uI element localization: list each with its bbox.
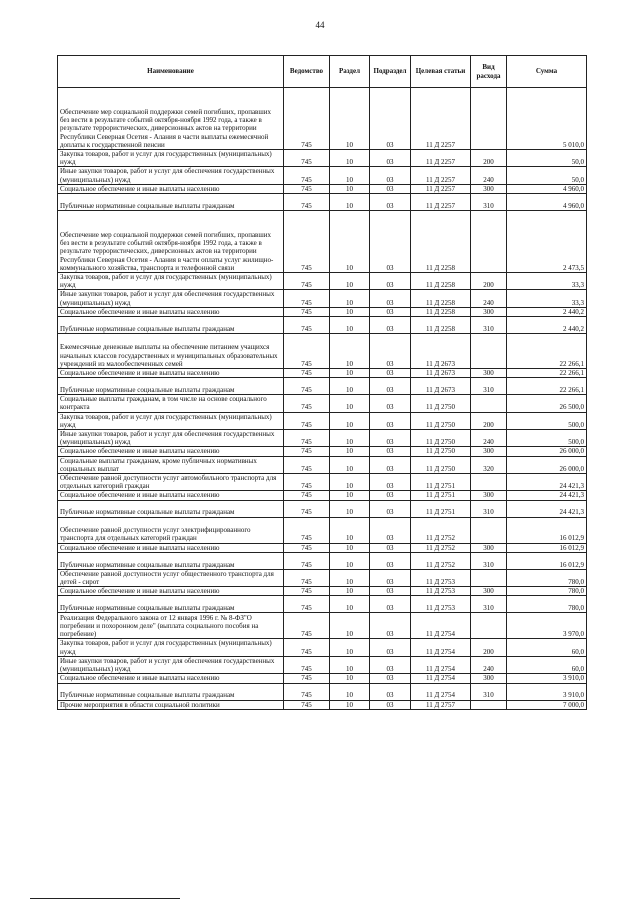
row-target-article: 11 Д 2257 [411, 88, 471, 150]
row-name: Ежемесячные денежные выплаты на обеспечение питанием учащихся начальных классов государственных и муниципальных образовательных учреждений из малообеспеченных семей [58, 334, 284, 369]
row-expense-type: 240 [471, 430, 507, 447]
row-department: 745 [284, 290, 330, 307]
table-row [58, 613, 587, 639]
row-name: Социальное обеспечение и иные выплаты населению [58, 543, 284, 552]
row-target-article: 11 Д 2752 [411, 517, 471, 543]
row-department: 745 [284, 167, 330, 184]
row-name: Иные закупки товаров, работ и услуг для обеспечения государственных (муниципальных) нужд [58, 290, 284, 307]
row-name: Обеспечение равной доступности услуг автомобильного транспорта для отдельных категорий граждан [58, 474, 284, 491]
row-section: 10 [330, 456, 370, 473]
row-name: Социальное обеспечение и иные выплаты населению [58, 674, 284, 683]
row-name: Публичные нормативные социальные выплаты гражданам [58, 500, 284, 517]
row-section: 10 [330, 587, 370, 596]
row-section: 10 [330, 395, 370, 412]
row-department: 745 [284, 307, 330, 316]
row-department: 745 [284, 378, 330, 395]
header-expense-type: Вид расхода [471, 56, 507, 88]
row-sum: 22 266,1 [507, 369, 587, 378]
row-target-article: 11 Д 2673 [411, 334, 471, 369]
table-row [58, 700, 587, 709]
row-target-article: 11 Д 2258 [411, 273, 471, 290]
row-sum: 26 000,0 [507, 447, 587, 456]
row-expense-type [471, 88, 507, 150]
row-target-article: 11 Д 2673 [411, 369, 471, 378]
table-row [58, 167, 587, 184]
row-target-article: 11 Д 2258 [411, 290, 471, 307]
table-row [58, 273, 587, 290]
row-name: Социальные выплаты гражданам, в том числе на основе социального контракта [58, 395, 284, 412]
row-section: 10 [330, 412, 370, 429]
row-section: 10 [330, 88, 370, 150]
row-target-article: 11 Д 2258 [411, 317, 471, 334]
table-row [58, 552, 587, 569]
row-subsection: 03 [370, 500, 411, 517]
row-sum: 22 266,1 [507, 378, 587, 395]
row-department: 745 [284, 683, 330, 700]
row-expense-type: 240 [471, 656, 507, 673]
row-section: 10 [330, 334, 370, 369]
row-expense-type: 200 [471, 412, 507, 429]
row-target-article: 11 Д 2750 [411, 456, 471, 473]
row-section: 10 [330, 552, 370, 569]
table-row [58, 412, 587, 429]
row-sum: 24 421,3 [507, 491, 587, 500]
row-name: Социальное обеспечение и иные выплаты населению [58, 184, 284, 193]
row-target-article: 11 Д 2757 [411, 700, 471, 709]
row-expense-type: 310 [471, 194, 507, 211]
row-department: 745 [284, 674, 330, 683]
row-target-article: 11 Д 2751 [411, 491, 471, 500]
row-department: 745 [284, 273, 330, 290]
row-sum: 50,0 [507, 150, 587, 167]
row-name: Прочие мероприятия в области социальной политики [58, 700, 284, 709]
row-department: 745 [284, 150, 330, 167]
row-section: 10 [330, 639, 370, 656]
row-name: Социальное обеспечение и иные выплаты населению [58, 587, 284, 596]
table-row [58, 369, 587, 378]
row-section: 10 [330, 211, 370, 273]
header-target-article: Целевая статьи [411, 56, 471, 88]
row-expense-type: 200 [471, 639, 507, 656]
row-department: 745 [284, 447, 330, 456]
row-target-article: 11 Д 2752 [411, 552, 471, 569]
row-department: 745 [284, 491, 330, 500]
row-name: Закупка товаров, работ и услуг для государственных (муниципальных) нужд [58, 273, 284, 290]
row-target-article: 11 Д 2754 [411, 613, 471, 639]
row-section: 10 [330, 378, 370, 395]
row-subsection: 03 [370, 683, 411, 700]
row-sum: 5 010,0 [507, 88, 587, 150]
row-target-article: 11 Д 2750 [411, 395, 471, 412]
table-row [58, 447, 587, 456]
row-department: 745 [284, 194, 330, 211]
table-row [58, 456, 587, 473]
row-subsection: 03 [370, 674, 411, 683]
row-section: 10 [330, 273, 370, 290]
table-row [58, 587, 587, 596]
row-sum: 33,3 [507, 290, 587, 307]
table-header-row [58, 56, 587, 88]
row-department: 745 [284, 211, 330, 273]
row-expense-type: 240 [471, 290, 507, 307]
budget-table [57, 55, 587, 710]
row-name: Публичные нормативные социальные выплаты гражданам [58, 683, 284, 700]
row-sum: 3 910,0 [507, 683, 587, 700]
row-section: 10 [330, 194, 370, 211]
row-department: 745 [284, 184, 330, 193]
table-row [58, 656, 587, 673]
row-subsection: 03 [370, 474, 411, 491]
row-expense-type [471, 334, 507, 369]
row-sum: 24 421,3 [507, 474, 587, 491]
row-section: 10 [330, 517, 370, 543]
table-row [58, 150, 587, 167]
table-row [58, 543, 587, 552]
row-section: 10 [330, 317, 370, 334]
row-expense-type: 310 [471, 552, 507, 569]
row-name: Закупка товаров, работ и услуг для государственных (муниципальных) нужд [58, 150, 284, 167]
header-section: Раздел [330, 56, 370, 88]
row-section: 10 [330, 683, 370, 700]
row-section: 10 [330, 447, 370, 456]
row-name: Социальное обеспечение и иные выплаты населению [58, 447, 284, 456]
row-section: 10 [330, 474, 370, 491]
row-department: 745 [284, 474, 330, 491]
row-expense-type: 310 [471, 317, 507, 334]
row-department: 745 [284, 639, 330, 656]
row-name: Закупка товаров, работ и услуг для государственных (муниципальных) нужд [58, 639, 284, 656]
row-subsection: 03 [370, 184, 411, 193]
row-name: Закупка товаров, работ и услуг для государственных (муниципальных) нужд [58, 412, 284, 429]
row-department: 745 [284, 517, 330, 543]
row-expense-type: 300 [471, 307, 507, 316]
row-expense-type: 310 [471, 683, 507, 700]
row-department: 745 [284, 700, 330, 709]
table-row [58, 378, 587, 395]
row-name: Публичные нормативные социальные выплаты гражданам [58, 552, 284, 569]
row-department: 745 [284, 587, 330, 596]
table-row [58, 674, 587, 683]
row-subsection: 03 [370, 307, 411, 316]
row-subsection: 03 [370, 517, 411, 543]
row-department: 745 [284, 334, 330, 369]
row-department: 745 [284, 569, 330, 586]
row-target-article: 11 Д 2257 [411, 150, 471, 167]
row-section: 10 [330, 307, 370, 316]
row-section: 10 [330, 613, 370, 639]
row-sum: 4 960,0 [507, 194, 587, 211]
table-row [58, 317, 587, 334]
row-sum: 24 421,3 [507, 500, 587, 517]
header-sum: Сумма [507, 56, 587, 88]
row-section: 10 [330, 543, 370, 552]
row-department: 745 [284, 543, 330, 552]
row-target-article: 11 Д 2750 [411, 412, 471, 429]
table-row [58, 683, 587, 700]
row-subsection: 03 [370, 290, 411, 307]
row-subsection: 03 [370, 430, 411, 447]
row-target-article: 11 Д 2754 [411, 683, 471, 700]
header-subsection: Подраздел [370, 56, 411, 88]
row-expense-type [471, 474, 507, 491]
table-row [58, 500, 587, 517]
row-target-article: 11 Д 2751 [411, 500, 471, 517]
row-expense-type: 310 [471, 500, 507, 517]
row-target-article: 11 Д 2673 [411, 378, 471, 395]
table-row [58, 639, 587, 656]
row-expense-type [471, 569, 507, 586]
row-subsection: 03 [370, 150, 411, 167]
table-body [58, 88, 587, 710]
row-department: 745 [284, 88, 330, 150]
row-section: 10 [330, 430, 370, 447]
page-number: 44 [315, 20, 325, 30]
row-expense-type [471, 395, 507, 412]
row-target-article: 11 Д 2750 [411, 430, 471, 447]
row-subsection: 03 [370, 596, 411, 613]
row-subsection: 03 [370, 447, 411, 456]
row-target-article: 11 Д 2754 [411, 639, 471, 656]
row-subsection: 03 [370, 569, 411, 586]
table-row [58, 569, 587, 586]
row-subsection: 03 [370, 639, 411, 656]
row-sum: 3 910,0 [507, 674, 587, 683]
row-sum: 3 970,0 [507, 613, 587, 639]
row-subsection: 03 [370, 543, 411, 552]
row-name: Публичные нормативные социальные выплаты гражданам [58, 194, 284, 211]
row-subsection: 03 [370, 378, 411, 395]
row-sum: 26 000,0 [507, 456, 587, 473]
row-sum: 780,0 [507, 596, 587, 613]
row-section: 10 [330, 500, 370, 517]
row-expense-type [471, 613, 507, 639]
row-sum: 60,0 [507, 656, 587, 673]
row-target-article: 11 Д 2257 [411, 194, 471, 211]
row-expense-type [471, 700, 507, 709]
row-name: Обеспечение мер социальной поддержки семей погибших, пропавших без вести в результате событий октября-ноября 1992 года, а также в результате террористических, диверсионных актов на территории Республики Северная Осетия - Алания в части выплаты ежемесячной доплаты к государственной пенсии [58, 88, 284, 150]
row-subsection: 03 [370, 656, 411, 673]
row-subsection: 03 [370, 317, 411, 334]
row-name: Социальное обеспечение и иные выплаты населению [58, 491, 284, 500]
table-row [58, 517, 587, 543]
row-department: 745 [284, 613, 330, 639]
row-department: 745 [284, 656, 330, 673]
table-row [58, 395, 587, 412]
row-expense-type: 320 [471, 456, 507, 473]
row-sum: 2 440,2 [507, 317, 587, 334]
row-expense-type: 300 [471, 447, 507, 456]
row-target-article: 11 Д 2257 [411, 184, 471, 193]
row-expense-type: 310 [471, 378, 507, 395]
row-section: 10 [330, 150, 370, 167]
row-expense-type: 200 [471, 273, 507, 290]
footer-rule [30, 898, 180, 899]
row-section: 10 [330, 167, 370, 184]
row-target-article: 11 Д 2752 [411, 543, 471, 552]
row-sum: 60,0 [507, 639, 587, 656]
row-name: Публичные нормативные социальные выплаты гражданам [58, 317, 284, 334]
row-subsection: 03 [370, 211, 411, 273]
table-row [58, 596, 587, 613]
row-expense-type [471, 211, 507, 273]
row-section: 10 [330, 290, 370, 307]
row-section: 10 [330, 674, 370, 683]
row-sum: 2 440,2 [507, 307, 587, 316]
table-row [58, 430, 587, 447]
row-subsection: 03 [370, 167, 411, 184]
row-department: 745 [284, 552, 330, 569]
table-row [58, 334, 587, 369]
row-section: 10 [330, 184, 370, 193]
row-expense-type: 310 [471, 596, 507, 613]
row-expense-type: 300 [471, 184, 507, 193]
row-target-article: 11 Д 2754 [411, 674, 471, 683]
row-name: Социальное обеспечение и иные выплаты населению [58, 369, 284, 378]
row-name: Иные закупки товаров, работ и услуг для обеспечения государственных (муниципальных) нужд [58, 167, 284, 184]
row-department: 745 [284, 395, 330, 412]
row-sum: 7 000,0 [507, 700, 587, 709]
row-sum: 33,3 [507, 273, 587, 290]
row-sum: 2 473,5 [507, 211, 587, 273]
table-row [58, 307, 587, 316]
row-name: Социальное обеспечение и иные выплаты населению [58, 307, 284, 316]
row-sum: 16 012,9 [507, 517, 587, 543]
row-sum: 50,0 [507, 167, 587, 184]
table-row [58, 211, 587, 273]
header-name: Наименование [58, 56, 284, 88]
row-department: 745 [284, 369, 330, 378]
row-name: Обеспечение равной доступности услуг электрифицированного транспорта для отдельных категорий граждан [58, 517, 284, 543]
row-department: 745 [284, 412, 330, 429]
row-section: 10 [330, 491, 370, 500]
row-subsection: 03 [370, 369, 411, 378]
row-department: 745 [284, 456, 330, 473]
row-name: Иные закупки товаров, работ и услуг для обеспечения государственных (муниципальных) нужд [58, 656, 284, 673]
row-expense-type: 300 [471, 491, 507, 500]
row-expense-type: 240 [471, 167, 507, 184]
table-row [58, 184, 587, 193]
row-name: Реализация Федерального закона от 12 января 1996 г. № 8-ФЗ"О погребении и похоронном деле" (выплата социального пособия на погребение) [58, 613, 284, 639]
row-sum: 26 500,0 [507, 395, 587, 412]
table-row [58, 474, 587, 491]
row-name: Обеспечение мер социальной поддержки семей погибших, пропавших без вести в результате событий октября-ноября 1992 года, а также в результате террористических, диверсионных актов на территории Республики Северная Осетия - Алания в части оплаты услуг жилищно-коммунального хозяйства, транспорта и телефонной связи [58, 211, 284, 273]
row-target-article: 11 Д 2754 [411, 656, 471, 673]
row-subsection: 03 [370, 88, 411, 150]
row-sum: 500,0 [507, 412, 587, 429]
row-section: 10 [330, 369, 370, 378]
row-subsection: 03 [370, 700, 411, 709]
row-expense-type: 300 [471, 674, 507, 683]
row-target-article: 11 Д 2753 [411, 596, 471, 613]
row-subsection: 03 [370, 587, 411, 596]
row-expense-type [471, 517, 507, 543]
row-target-article: 11 Д 2258 [411, 307, 471, 316]
table-row [58, 491, 587, 500]
row-section: 10 [330, 656, 370, 673]
row-expense-type: 300 [471, 369, 507, 378]
row-target-article: 11 Д 2753 [411, 569, 471, 586]
row-name: Публичные нормативные социальные выплаты гражданам [58, 378, 284, 395]
table-row [58, 290, 587, 307]
table-row [58, 194, 587, 211]
row-name: Обеспечение равной доступности услуг общественного транспорта для детей - сирот [58, 569, 284, 586]
row-name: Социальные выплаты гражданам, кроме публичных нормативных социальных выплат [58, 456, 284, 473]
row-target-article: 11 Д 2258 [411, 211, 471, 273]
row-sum: 780,0 [507, 587, 587, 596]
row-target-article: 11 Д 2751 [411, 474, 471, 491]
row-name: Иные закупки товаров, работ и услуг для обеспечения государственных (муниципальных) нужд [58, 430, 284, 447]
row-department: 745 [284, 430, 330, 447]
row-department: 745 [284, 317, 330, 334]
row-sum: 4 960,0 [507, 184, 587, 193]
row-subsection: 03 [370, 194, 411, 211]
row-section: 10 [330, 596, 370, 613]
row-subsection: 03 [370, 334, 411, 369]
row-subsection: 03 [370, 552, 411, 569]
header-department: Ведомство [284, 56, 330, 88]
row-sum: 780,0 [507, 569, 587, 586]
table-row [58, 88, 587, 150]
row-sum: 500,0 [507, 430, 587, 447]
row-subsection: 03 [370, 273, 411, 290]
row-sum: 16 012,9 [507, 552, 587, 569]
row-subsection: 03 [370, 395, 411, 412]
row-department: 745 [284, 500, 330, 517]
row-subsection: 03 [370, 412, 411, 429]
row-subsection: 03 [370, 456, 411, 473]
row-name: Публичные нормативные социальные выплаты гражданам [58, 596, 284, 613]
row-expense-type: 300 [471, 543, 507, 552]
row-target-article: 11 Д 2750 [411, 447, 471, 456]
row-subsection: 03 [370, 613, 411, 639]
row-subsection: 03 [370, 491, 411, 500]
row-sum: 16 012,9 [507, 543, 587, 552]
row-section: 10 [330, 700, 370, 709]
row-section: 10 [330, 569, 370, 586]
row-expense-type: 200 [471, 150, 507, 167]
row-expense-type: 300 [471, 587, 507, 596]
row-target-article: 11 Д 2257 [411, 167, 471, 184]
row-department: 745 [284, 596, 330, 613]
row-sum: 22 266,1 [507, 334, 587, 369]
row-target-article: 11 Д 2753 [411, 587, 471, 596]
